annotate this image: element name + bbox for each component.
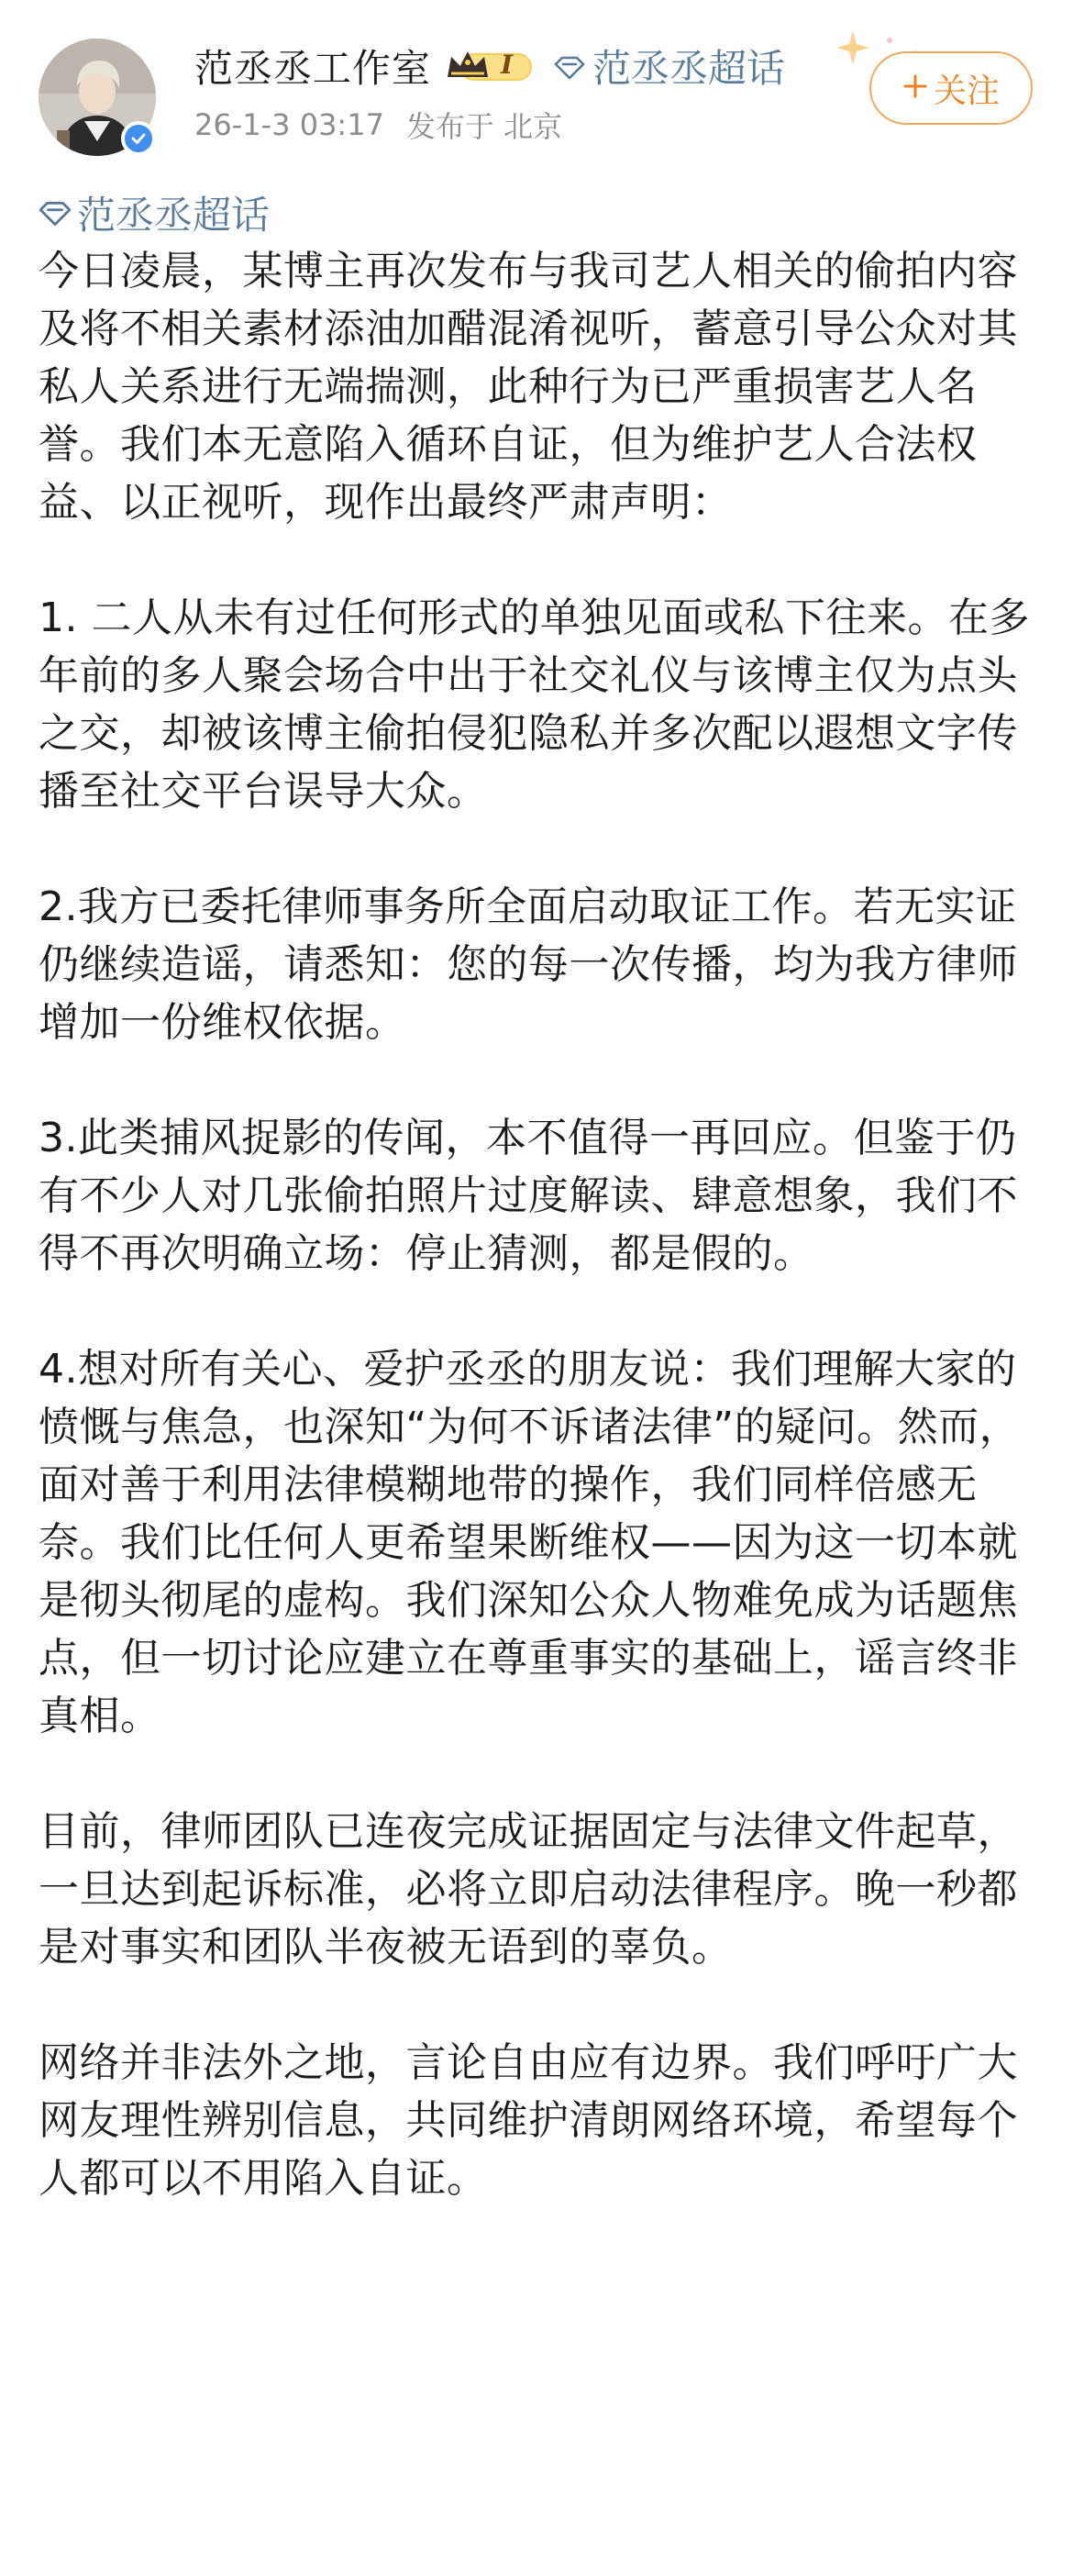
post-paragraph-point-1: 1. 二人从未有过任何形式的单独见面或私下往来。在多年前的多人聚会场合中出于社交礼仪与该博主仅为点头之交，却被该博主偷拍侵犯隐私并多次配以遐想文字传播至社交平台误导大众。 bbox=[39, 594, 1030, 815]
plus-icon bbox=[902, 70, 928, 107]
author-name[interactable]: 范丞丞工作室 bbox=[194, 46, 432, 91]
post-paragraph-legal-progress: 目前，律师团队已连夜完成证据固定与法律文件起草，一旦达到起诉标准，必将立即启动法律程序。晚一秒都是对事实和团队半夜被无语到的辜负。 bbox=[39, 1808, 1018, 1971]
level-badge-text: I bbox=[501, 50, 514, 80]
post-topic-label: 范丞丞超话 bbox=[77, 193, 271, 238]
verified-check-icon bbox=[121, 121, 156, 156]
post-paragraph-intro: 今日凌晨，某博主再次发布与我司艺人相关的偷拍内容及将不相关素材添油加醋混淆视听，蓄意引导公众对其私人关系进行无端揣测，此种行为已严重损害艺人名誉。我们本无意陷入循环自证，但为维护艺人合法权益、以正视听，现作出最终严肃声明： bbox=[39, 248, 1018, 526]
post-paragraph-point-2: 2.我方已委托律师事务所全面启动取证工作。若无实证仍继续造谣，请悉知：您的每一次传播，均为我方律师增加一份维权依据。 bbox=[39, 883, 1018, 1046]
diamond-icon bbox=[39, 191, 72, 236]
post-location: 发布于 北京 bbox=[405, 109, 563, 144]
follow-button[interactable] bbox=[869, 51, 1033, 125]
author-name-row bbox=[194, 39, 785, 94]
supertopic-label: 范丞丞超话 bbox=[592, 46, 786, 91]
crown-level-badge-icon[interactable] bbox=[444, 46, 536, 86]
diamond-icon bbox=[554, 44, 585, 89]
post-header bbox=[0, 0, 1073, 183]
post-paragraph-closing: 网络并非法外之地，言论自由应有边界。我们呼吁广大网友理性辨别信息，共同维护清朗网络环境，希望每个人都可以不用陷入自证。 bbox=[39, 2039, 1018, 2202]
post-topic-link[interactable] bbox=[39, 183, 1038, 242]
post-paragraph-point-3: 3.此类捕风捉影的传闻，本不值得一再回应。但鉴于仍有不少人对几张偷拍照片过度解读、肆意想象，我们不得不再次明确立场：停止猜测，都是假的。 bbox=[39, 1115, 1018, 1277]
post-meta bbox=[194, 103, 562, 147]
post-timestamp: 26-1-3 03:17 bbox=[194, 107, 384, 142]
follow-button-label: 关注 bbox=[933, 72, 1000, 110]
post-paragraph-point-4: 4.想对所有关心、爱护丞丞的朋友说：我们理解大家的愤慨与焦急，也深知“为何不诉诸法律”的疑问。然而，面对善于利用法律模糊地带的操作，我们同样倍感无奈。我们比任何人更希望果断维权——因为这一切本就是彻头彻尾的虚构。我们深知公众人物难免成为话题焦点，但一切讨论应建立在尊重事实的基础上，谣言终非真相。 bbox=[39, 1346, 1021, 1739]
post-content bbox=[39, 183, 1038, 2207]
supertopic-link[interactable] bbox=[554, 39, 785, 94]
